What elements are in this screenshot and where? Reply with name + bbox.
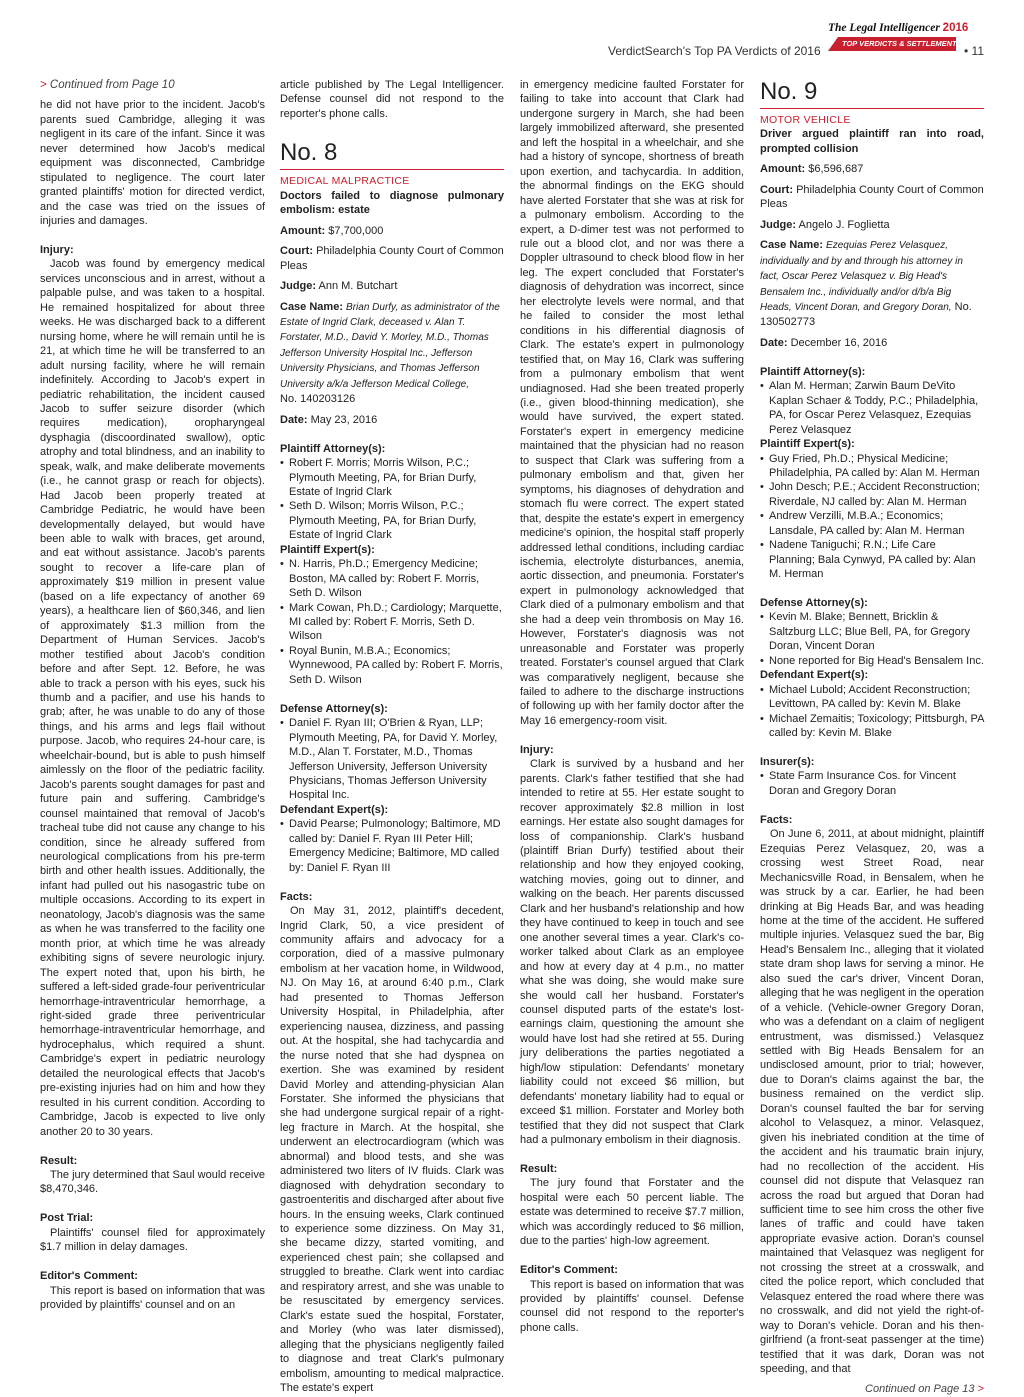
case-name: Case Name: Ezequias Perez Velasquez, individually and by and through his attorney in fact, Oscar Perez Velasquez v. Big Head's Bensalem Inc., individually and/or d/b/a Big Heads, Vincent Doran, and Gregory Doran, No. 130502773	[760, 239, 972, 329]
list-item: • Andrew Verzilli, M.B.A.; Economics; Lansdale, PA called by: Alan M. Herman	[760, 509, 984, 538]
list-item: • Daniel F. Ryan III; O'Brien & Ryan, LLP; Plymouth Meeting, PA, for David Y. Morley, M.D., Alan T. Forstater, M.D., Thomas Jefferson University, Jefferson University Physicians, Thomas Jefferson University Hospital Inc.	[280, 716, 504, 803]
section-heading-injury: Injury:	[40, 243, 74, 256]
list-item: • Michael Zemaitis; Toxicology; Pittsburgh, PA called by: Kevin M. Blake	[760, 712, 984, 741]
list-item: • Royal Bunin, M.B.A.; Economics; Wynnewood, PA called by: Robert F. Morris, Seth D. Wilson	[280, 644, 504, 687]
section-heading-defense-attorneys: Defense Attorney(s):	[760, 597, 868, 610]
section-heading-result: Result:	[40, 1154, 78, 1167]
list-item: • N. Harris, Ph.D.; Emergency Medicine; Boston, MA called by: Robert F. Morris, Seth D. Wilson	[280, 557, 504, 600]
article-paragraph: in emergency medicine faulted Forstater for failing to take into account that Clark had undergone surgery in March, she had been largely immobilized afterward, she presented and left the hospital in a wheelchair, and she had a history of syncope, shortness of breath upon exertion, and tachycardia. In addition, the abnormal findings on the EKG should have alerted Forstater that she was at risk for a pulmonary embolism. According to the expert, a D-dimer test was not performed to rule out a blood clot, and nor was there a Doppler ultrasound to check blood flow in her leg. The expert concluded that Forstater's diagnosis of dehydration was incorrect, since her electrolyte levels were normal, and that he failed to consider the most lethal conditions in his differential diagnosis of Clark. The estate's expert in pulmonology testified that, on May 16, Clark was suffering from a pulmonary embolism that went undiagnosed. Had she been treated properly (i.e., given blood-thinning medication), she would have survived, the expert stated. Forstater's expert in emergency medicine maintained that the physician had no reason to suspect that Clark was suffering from a pulmonary embolism and that, given her symptoms, his diagnoses of dehydration and stomach flu were correct. The expert stated that, despite the estate's expert in emergency medicine's opinion, the hospital staff properly addressed lethal conditions, including cardiac ischemia, electrolyte disturbances, anemia, aortic dissection, and pneumonia. Forstater's expert in pulmonology acknowledged that Clark died of a pulmonary embolism and that she had a deep vein thrombosis on May 16. However, Forstater's diagnosis was not unreasonable and Forstater was properly treated. Forstater's counsel argued that Clark was comparatively negligent, because she failed to adhere to the discharge instructions of following up with her family doctor after the May 16 emergency-room visit.	[520, 79, 744, 727]
logo-year: 2016	[942, 22, 969, 34]
continued-from: > Continued from Page 10	[40, 79, 175, 91]
column-3	[520, 78, 744, 1335]
plaintiff-attorneys-list	[760, 379, 984, 437]
plaintiff-attorneys-list	[280, 456, 504, 543]
list-item: • Guy Fried, Ph.D.; Physical Medicine; Philadelphia, PA called by: Alan M. Herman	[760, 452, 984, 481]
judge: Judge: Ann M. Butchart	[280, 280, 398, 293]
list-item: • John Desch; P.E.; Accident Reconstruction; Riverdale, NJ called by: Alan M. Herman	[760, 480, 984, 509]
section-heading-editors-comment: Editor's Comment:	[520, 1264, 618, 1277]
list-item: • Alan M. Herman; Zarwin Baum DeVito Kaplan Schaer & Toddy, P.C.; Philadelphia, PA, for Oscar Perez Velasquez, Ezequias Perez Velasquez	[760, 379, 984, 437]
list-item: • Robert F. Morris; Morris Wilson, P.C.; Plymouth Meeting, PA, for Brian Durfy, Estate of Ingrid Clark	[280, 456, 504, 499]
section-heading-plaintiff-attorneys: Plaintiff Attorney(s):	[760, 365, 866, 378]
amount: Amount: $6,596,687	[760, 163, 864, 176]
editors-comment-text: This report is based on information that was provided by plaintiffs' counsel and on an	[40, 1284, 265, 1311]
court: Court: Philadelphia County Court of Common Pleas	[760, 183, 984, 211]
logo-name: The Legal Intelligencer	[828, 22, 940, 34]
section-heading-plaintiff-attorneys: Plaintiff Attorney(s):	[280, 442, 386, 455]
list-item: • Kevin M. Blake; Bennett, Bricklin & Saltzburg LLC; Blue Bell, PA, for Gregory Doran, Vincent Doran	[760, 610, 984, 653]
verdict-category: MOTOR VEHICLE	[760, 114, 851, 126]
section-heading-result: Result:	[520, 1162, 558, 1175]
post-trial-text: Plaintiffs' counsel filed for approximately $1.7 million in delay damages.	[40, 1226, 265, 1254]
case-name: Case Name: Brian Durfy, as administrator of the Estate of Ingrid Clark, deceased v. Alan T. Forstater, M.D., David Y. Morley, M.D., Thomas Jefferson University Hospital Inc., Jefferson University Physicians, and Thomas Jefferson University a/k/a Jefferson Medical College, No. 140203126	[280, 300, 500, 406]
verdict-headline: Driver argued plaintiff ran into road, prompted collision	[760, 128, 984, 155]
defense-attorneys-list	[280, 716, 504, 803]
court: Court: Philadelphia County Court of Common Pleas	[280, 245, 504, 272]
arrow-icon: >	[40, 79, 47, 91]
defense-attorneys-list	[760, 610, 984, 668]
list-item: • None reported for Big Head's Bensalem Inc.	[760, 654, 984, 668]
verdict-number: No. 8	[280, 139, 504, 170]
article-paragraph: he did not have prior to the incident. Jacob's parents sued Cambridge, alleging it was negligent in its care of the infant. Since it was never determined how Jacob's medical equipment was disconnected, Cambridge stipulated to negligence. The court later granted plaintiffs' motion for directed verdict, and the case was tried on the issues of injuries and damages.	[40, 99, 265, 228]
column-4	[760, 78, 984, 1397]
date: Date: May 23, 2016	[280, 413, 378, 426]
continued-on: Continued on Page 13 >	[865, 1383, 984, 1396]
date: Date: December 16, 2016	[760, 336, 888, 349]
judge: Judge: Angelo J. Foglietta	[760, 218, 890, 231]
list-item: • Michael Lubold; Accident Reconstruction; Levittown, PA called by: Kevin M. Blake	[760, 683, 984, 712]
facts-text: On May 31, 2012, plaintiff's decedent, Ingrid Clark, 50, a vice president of community affairs and advocacy for a corporation, died of a massive pulmonary embolism at her vacation home, in Wildwood, NJ. On May 16, at around 6:40 p.m., Clark had presented to Thomas Jefferson University Hospital, in Philadelphia, after experiencing nausea, dizziness, and passing out. At the hospital, she had tachycardia and the nurse noted that she had dyspnea on exertion. She was examined by resident David Morley and attending-physician Alan Forstater. She informed the physicians that she had undergone surgical repair of a right-leg fracture in March. At the hospital, she underwent an electrocardiogram (which was abnormal) and blood tests, and she was administered two liters of IV fluids. Clark was diagnosed with dehydration secondary to gastroenteritis and discharged after about five hours. In the ensuing weeks, Clark continued to experience some dizziness. On May 31, she became dizzy, started vomiting, and experienced chest pain; she collapsed and struggled to breathe. Clark went into cardiac and respiratory arrest, and she was unable to be resuscitated by emergency services. Clark's estate sued the hospital, Forstater, and Morley (who was later dismissed), alleging that the physicians negligently failed to diagnose and treat Clark's pulmonary embolism, amounting to medical malpractice. The estate's expert	[280, 905, 504, 1395]
plaintiff-experts-list	[280, 557, 504, 687]
amount: Amount: $7,700,000	[280, 224, 384, 237]
article-paragraph: article published by The Legal Intelligencer. Defense counsel did not respond to the reporter's phone calls.	[280, 79, 504, 120]
defendant-experts-list	[280, 817, 504, 875]
injury-text: Clark is survived by a husband and her parents. Clark's father testified that she had intended to retire at 55. Her estate sought to recover approximately $2.8 million in lost earnings. Her estate also sought damages for loss of companionship. Clark's husband (plaintiff Brian Durfy) testified about their relationship and how they enjoyed cooking, watching movies, going out to dinner, and walking on the beach. Her parents discussed Clark and her husband's relationship and how they have continued to keep in touch and see one another several times a year. Clark's co-worker talked about Clark as an employee and how at every day at 4 p.m., no matter what she was doing, she would make sure she would call her husband. Forstater's counsel disputed parts of the estate's lost-earnings claim, questioning the amount she would have lost had she retired at 55. During jury deliberations the parties negotiated a high/low stipulation: Defendants' monetary liability could not exceed $6 million, but defendants' monetary liability had to equal or exceed $1 million. Forstater and Morley both testified that they did not suspect that Clark had a pulmonary embolism in their diagnosis.	[520, 758, 744, 1147]
arrow-icon: >	[977, 1383, 984, 1396]
verdict-category: MEDICAL MALPRACTICE	[280, 175, 410, 188]
section-heading-plaintiff-experts: Plaintiff Expert(s):	[280, 543, 375, 556]
section-heading-injury: Injury:	[520, 743, 554, 756]
insurers-list	[760, 769, 984, 798]
list-item: • Mark Cowan, Ph.D.; Cardiology; Marquette, MI called by: Robert F. Morris, Seth D. Wilson	[280, 601, 504, 644]
header-title: VerdictSearch's Top PA Verdicts of 2016	[608, 44, 821, 58]
injury-text: Jacob was found by emergency medical services unconscious and in arrest, without a palpable pulse, and was taken to a hospital. He remained hospitalized for about three weeks. He was discharged back to a different nursing home, where he will remain until he is 21, at which time he will be transferred to an adult nursing facility, where he will remain indefinitely. According to Jacob's expert in pediatric rehabilitation, the incident caused Jacob to suffer seizure disorder (which requires medication), oropharyngeal dysphagia (discoordinated swallow), optic atrophy and total blindness, and an inability to speak, walk, and make deliberate movements (i.e., he cannot grasp or reach for objects). Had Jacob been properly treated at Cambridge Pediatric, he would have been developmentally delayed, but would have been able to walk with braces, get around, and eat without assistance. Jacob's parents sought to recover a life-care plan of approximately $19 million in present value (based on a life expectancy of another 69 years), a healthcare lien of $60,346, and lien of approximately $1.3 million from the Department of Human Services. Jacob's mother testified about Jacob's condition before and after Sept. 12. Before, he was able to track a person with his eyes, suck his thumb and a pacifier, and use his hands to grab; after, he was unable to do any of those things, and his arms and legs flail without purpose. Jacob, who requires 24-hour care, is wheelchair-bound, but is able to push himself aimlessly on the floor of the pediatric facility. Jacob's parents sought damages for past and future pain and suffering. Cambridge's counsel maintained that removal of Jacob's tracheal tube did not cause any change to his condition, since he already suffered from neurological complications from his pre-term birth and other health issues. Additionally, the infant had pulled out his nasogastric tube on multiple occasions. According to its expert in neonatology, Jacob's diagnosis was the same as when he was transferred to the facility one month prior, at which time he was already exhibiting signs of severe neurologic injury. The expert noted that, upon his birth, he suffered a left-sided grade-four periventricular hemorrhage-intraventricular hemorrhage, a right-sided grade three periventricular hemorrhage-intraventricular hemorrhage, and hydrocephalus, which required a shunt. Cambridge's expert in pediatric neurology detailed the neurological effects that Jacob's pre-existing injuries had on him and how they resulted in his current condition. According to Cambridge, Jacob is expected to live only another 20 to 30 years.	[40, 258, 265, 1138]
section-heading-post-trial: Post Trial:	[40, 1212, 94, 1225]
page-number: • 11	[964, 44, 985, 58]
editors-comment-text: This report is based on information that was provided by plaintiffs' counsel. Defense counsel did not respond to the reporter's phone calls.	[520, 1278, 744, 1334]
plaintiff-experts-list	[760, 452, 984, 582]
facts-text: On June 6, 2011, at about midnight, plaintiff Ezequias Perez Velasquez, 20, was a crossing west Street Road, near Mechanicsville Road, in Bensalem, when he was struck by a car. Earlier, he had been drinking at Big Heads Bar, and was heading home at the time of the accident. He suffered multiple injuries. Velasquez sued the bar, Big Head's Bensalem Inc., alleging that it violated state dram shop laws for serving a minor. He also sued the car's driver, Vincent Doran, alleging that he was negligent in the operation of a vehicle. (Vehicle-owner Gregory Doran, who was a defendant on a claim of negligent entrustment, was dismissed.) Velasquez settled with Big Heads Bensalem for an undisclosed amount, prior to trial; however, due to Doran's claims against the bar, the business remained on the verdict slip. Doran's counsel faulted the bar for serving alcohol to Velasquez, a minor. Velasquez, given his inebriated condition at the time of the accident and his traumatic brain injury, had no recollection of the accident. His counsel did not dispute that Velasquez ran across the road but argued that Doran had sufficient time to see him cross the other five lanes of traffic and could have taken appropriate evasive action. Doran's counsel maintained that Velasquez was negligent for not crossing the street at a crosswalk, and cited the police report, which concluded that Velasquez entered the road where there was no crosswalk, and did not yield the right-of-way to Doran's vehicle. Doran and his then-girlfriend (a front-seat passenger at the time) testified that it was dark, Doran was not speeding, and that	[760, 828, 984, 1375]
list-item: • Seth D. Wilson; Morris Wilson, P.C.; Plymouth Meeting, PA, for Brian Durfy, Estate of Ingrid Clark	[280, 499, 504, 542]
section-heading-plaintiff-experts: Plaintiff Expert(s):	[760, 438, 855, 451]
column-1	[40, 78, 265, 1312]
section-heading-facts: Facts:	[280, 890, 313, 903]
section-heading-facts: Facts:	[760, 813, 793, 826]
verdict-headline: Doctors failed to diagnose pulmonary embolism: estate	[280, 189, 504, 217]
legal-intelligencer-logo	[828, 22, 969, 51]
verdict-number: No. 9	[760, 78, 984, 109]
logo-subtitle: TOP VERDICTS & SETTLEMENTS	[828, 37, 956, 51]
section-heading-editors-comment: Editor's Comment:	[40, 1270, 138, 1283]
result-text: The jury determined that Saul would receive $8,470,346.	[40, 1168, 265, 1196]
section-heading-insurers: Insurer(s):	[760, 755, 815, 768]
column-2	[280, 78, 504, 1395]
section-heading-defendant-experts: Defendant Expert(s):	[760, 669, 869, 682]
result-text: The jury found that Forstater and the hospital were each 50 percent liable. The estate was determined to receive $7.7 million, which was accordingly reduced to $6 million, due to the parties' high-low agreement.	[520, 1177, 744, 1248]
section-heading-defendant-experts: Defendant Expert(s):	[280, 803, 389, 816]
list-item: • State Farm Insurance Cos. for Vincent Doran and Gregory Doran	[760, 769, 984, 798]
list-item: • David Pearse; Pulmonology; Baltimore, MD called by: Daniel F. Ryan III Peter Hill; Emergency Medicine; Baltimore, MD called by: Daniel F. Ryan III	[280, 817, 504, 875]
section-heading-defense-attorneys: Defense Attorney(s):	[280, 702, 388, 715]
list-item: • Nadene Taniguchi; R.N.; Life Care Planning; Bala Cynwyd, PA called by: Alan M. Herman	[760, 538, 984, 581]
defendant-experts-list	[760, 683, 984, 741]
